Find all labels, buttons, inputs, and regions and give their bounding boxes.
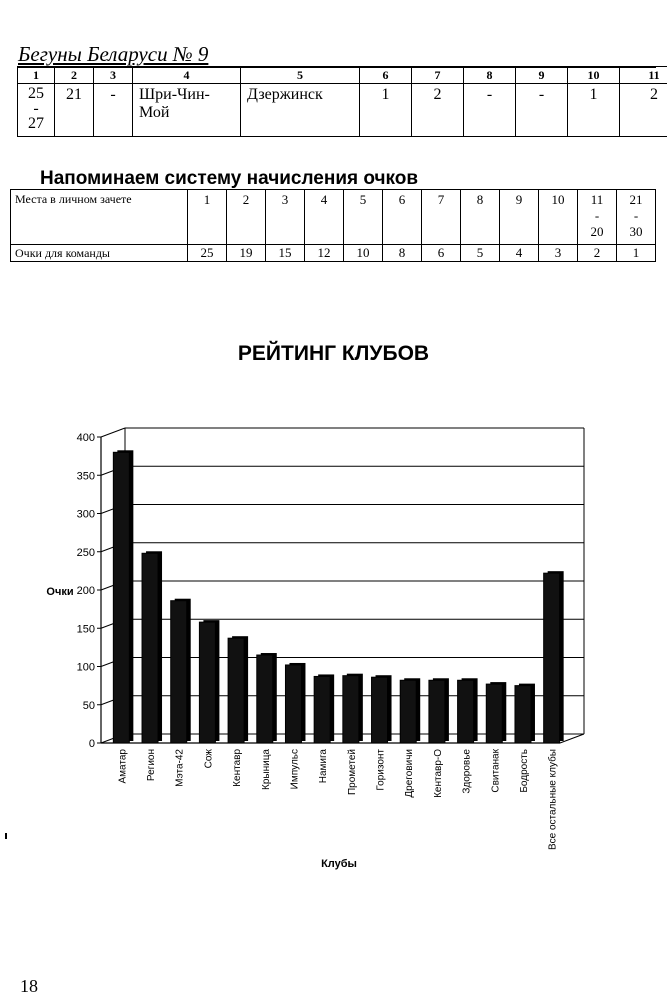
bar: [142, 553, 158, 743]
x-tick-label: Регион: [146, 749, 158, 782]
points-value: 4: [500, 245, 539, 262]
x-tick-label: Импульс: [289, 749, 301, 790]
page-number: 18: [20, 976, 38, 996]
bar: [486, 684, 502, 743]
place-value: 7: [437, 192, 445, 207]
header-cell: 5: [241, 67, 360, 84]
points-value: 15: [266, 245, 305, 262]
places-label: Места в личном зачете: [11, 190, 188, 245]
cell: 2: [620, 84, 667, 137]
y-axis-label: Очки: [46, 586, 74, 598]
header-cell: 7: [412, 67, 464, 84]
name-line: Шри-Чин-: [139, 86, 210, 103]
points-value: 19: [227, 245, 266, 262]
place-value: 11: [590, 192, 604, 207]
name-line: Мой: [139, 104, 170, 121]
cell: -: [94, 84, 133, 137]
points-value: 12: [305, 245, 344, 262]
place-value: 21: [629, 192, 643, 207]
x-axis-label: Клубы: [321, 858, 357, 870]
x-tick-label: Все остальные клубы: [547, 749, 559, 851]
bar: [343, 676, 359, 743]
bar: [285, 665, 301, 743]
points-value: 3: [539, 245, 578, 262]
place-value: 9: [515, 192, 523, 207]
x-tick-label: Здоровье: [461, 749, 473, 794]
points-value: 5: [461, 245, 500, 262]
bar: [458, 680, 474, 743]
points-value: 6: [422, 245, 461, 262]
bar: [314, 676, 330, 743]
header-cell: 4: [133, 67, 241, 84]
y-tick-label: 250: [76, 546, 95, 559]
place-value: -: [633, 208, 639, 223]
place-value: 3: [281, 192, 289, 207]
bib-cell: 21: [55, 84, 94, 137]
y-tick-label: 0: [88, 738, 95, 750]
y-tick-label: 100: [76, 661, 95, 674]
bar: [400, 680, 416, 743]
header-cell: 10: [568, 67, 620, 84]
header-cell: 3: [94, 67, 133, 84]
x-tick-label: Прометей: [346, 749, 358, 796]
place-value: 10: [551, 192, 565, 207]
points-value: 10: [344, 245, 383, 262]
points-label: Очки для команды: [11, 245, 188, 262]
city-cell: Дзержинск: [241, 84, 360, 137]
cell: -: [516, 84, 568, 137]
x-tick-label: Дреговичи: [404, 749, 416, 798]
points-value: 25: [188, 245, 227, 262]
place-value: 2: [242, 192, 250, 207]
points-value: 2: [578, 245, 617, 262]
header-cell: 9: [516, 67, 568, 84]
publication-title: Бегуны Беларуси № 9: [18, 42, 209, 66]
place-value: 8: [476, 192, 484, 207]
x-tick-label: Сож: [203, 749, 215, 769]
place-line: -: [33, 100, 39, 117]
y-tick-label: 50: [82, 699, 95, 712]
bar: [429, 680, 445, 743]
y-tick-label: 150: [76, 623, 95, 636]
x-tick-label: Мэта-42: [174, 749, 186, 787]
bar: [544, 573, 560, 743]
place-value: 30: [629, 224, 643, 239]
grid-depth-line: [101, 428, 125, 437]
y-tick-label: 200: [76, 585, 95, 597]
x-tick-label: Горизонт: [375, 749, 387, 791]
place-value: 4: [320, 192, 328, 207]
bar: [113, 452, 129, 743]
y-tick-label: 350: [76, 470, 95, 483]
cell: -: [464, 84, 516, 137]
chart-title: РЕЙТИНГ КЛУБОВ: [237, 342, 430, 365]
place-value: 1: [203, 192, 211, 207]
cell: 1: [568, 84, 620, 137]
cell: 1: [360, 84, 412, 137]
header-cell: 6: [360, 67, 412, 84]
place-line: 27: [28, 115, 44, 132]
bar: [171, 601, 187, 743]
points-value: 1: [617, 245, 656, 262]
x-tick-label: Аматар: [117, 749, 129, 784]
header-cell: 2: [55, 67, 94, 84]
bar: [515, 686, 531, 743]
header-cell: 8: [464, 67, 516, 84]
margin-mark: [5, 833, 7, 839]
y-tick-label: 400: [76, 432, 95, 444]
place-line: 25: [28, 85, 44, 102]
bar: [257, 655, 273, 743]
bar: [199, 622, 215, 743]
header-cell: 11: [620, 67, 667, 84]
place-value: 5: [359, 192, 367, 207]
x-tick-label: Намига: [318, 749, 330, 784]
cell: 2: [412, 84, 464, 137]
place-value: 6: [398, 192, 406, 207]
x-tick-label: Крыница: [260, 749, 272, 790]
points-value: 8: [383, 245, 422, 262]
place-value: -: [594, 208, 600, 223]
y-tick-label: 300: [76, 508, 95, 521]
header-cell: 1: [18, 67, 55, 84]
place-value: 20: [590, 224, 604, 239]
x-tick-label: Свитанак: [490, 749, 502, 793]
x-tick-label: Бодрость: [518, 749, 530, 793]
bar: [228, 638, 244, 743]
x-tick-label: Кентавр-О: [432, 749, 444, 798]
bar: [372, 677, 388, 743]
points-system-title: Напоминаем систему начисления очков: [40, 168, 419, 189]
x-tick-label: Кентавр: [232, 749, 244, 787]
